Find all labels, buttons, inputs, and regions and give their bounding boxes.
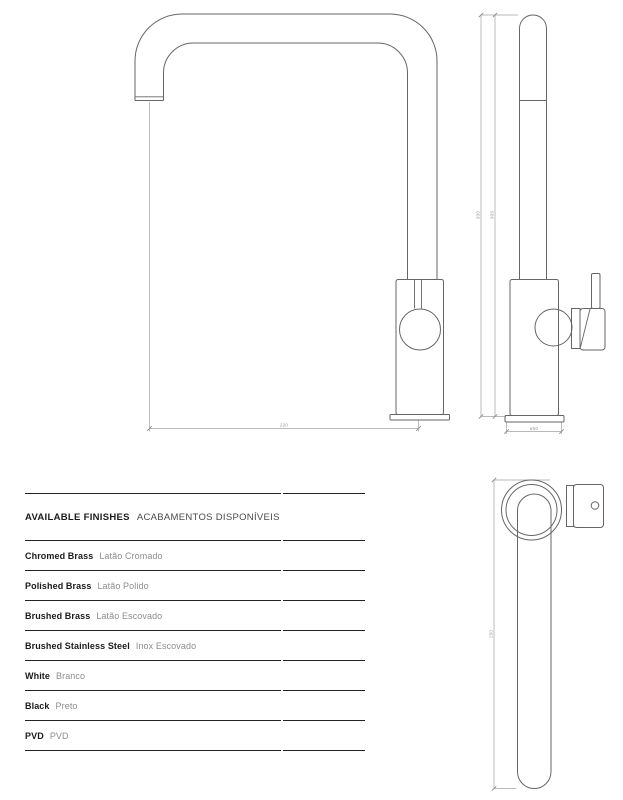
table-rule <box>25 570 365 572</box>
finish-rows <box>25 542 365 752</box>
table-rule <box>25 720 365 722</box>
base-diameter-dimension <box>504 423 563 435</box>
finish-name-pt: Latão Cromado <box>99 550 163 561</box>
base-flange <box>390 415 450 421</box>
faucet-body <box>396 280 444 415</box>
handle-body <box>580 309 605 351</box>
table-rule <box>25 600 365 602</box>
handle-connector-top <box>567 486 574 527</box>
table-rule <box>25 630 365 632</box>
finish-name-en: PVD <box>25 730 44 741</box>
available-finishes-table <box>25 493 365 751</box>
finish-name-pt: Latão Polido <box>97 580 149 591</box>
handle-lever <box>592 274 601 309</box>
side-height-dimensions <box>476 13 519 419</box>
finish-row <box>25 692 365 720</box>
finish-name-pt: Inox Escovado <box>135 640 197 651</box>
finish-name-pt: PVD <box>49 730 69 741</box>
faucet-side-view <box>476 13 606 434</box>
mixer-joint <box>400 309 441 350</box>
table-rule <box>25 690 365 692</box>
finish-row <box>25 632 365 660</box>
finish-row <box>25 721 365 749</box>
handle-set-screw <box>591 502 599 510</box>
faucet-body-side <box>510 280 559 416</box>
finish-row <box>25 602 365 630</box>
base-outer-circle <box>502 480 562 540</box>
handle-ball-joint <box>535 309 572 346</box>
finish-name-en: White <box>25 670 50 681</box>
finish-name-pt: Preto <box>55 700 78 711</box>
table-rule <box>25 540 365 542</box>
handle-base <box>572 309 581 349</box>
front-reach-dim-label: 220 <box>279 422 289 428</box>
table-rule <box>25 493 365 495</box>
base-flange-side <box>505 416 564 423</box>
table-header-pt: ACABAMENTOS DISPONÍVEIS <box>136 511 280 523</box>
finish-name-pt: Branco <box>56 670 86 681</box>
top-depth-dim-label: 250 <box>488 629 494 639</box>
side-height-total-dim-label: 330 <box>475 210 481 220</box>
table-header-en: AVAILABLE FINISHES <box>25 511 130 523</box>
faucet-front-view <box>135 14 450 432</box>
finish-name-en: Brushed Stainless Steel <box>25 640 130 651</box>
table-rule <box>25 750 365 752</box>
table-rule <box>25 660 365 662</box>
base-diameter-dim-label: ø50 <box>529 425 539 431</box>
front-reach-dimension <box>147 102 421 432</box>
faucet-top-view <box>489 478 604 791</box>
finish-name-en: Brushed Brass <box>25 610 91 621</box>
finish-name-pt: Latão Escovado <box>96 610 163 621</box>
base-inner-circle <box>506 485 557 536</box>
finish-name-en: Chromed Brass <box>25 550 94 561</box>
top-depth-dimension <box>489 478 551 791</box>
finish-row <box>25 542 365 570</box>
table-header <box>25 495 365 540</box>
spout-column <box>520 15 547 280</box>
finish-name-en: Polished Brass <box>25 580 92 591</box>
finish-row <box>25 572 365 600</box>
finish-name-en: Black <box>25 700 50 711</box>
side-height-spout-dim-label: 305 <box>489 210 495 220</box>
finish-row <box>25 662 365 690</box>
